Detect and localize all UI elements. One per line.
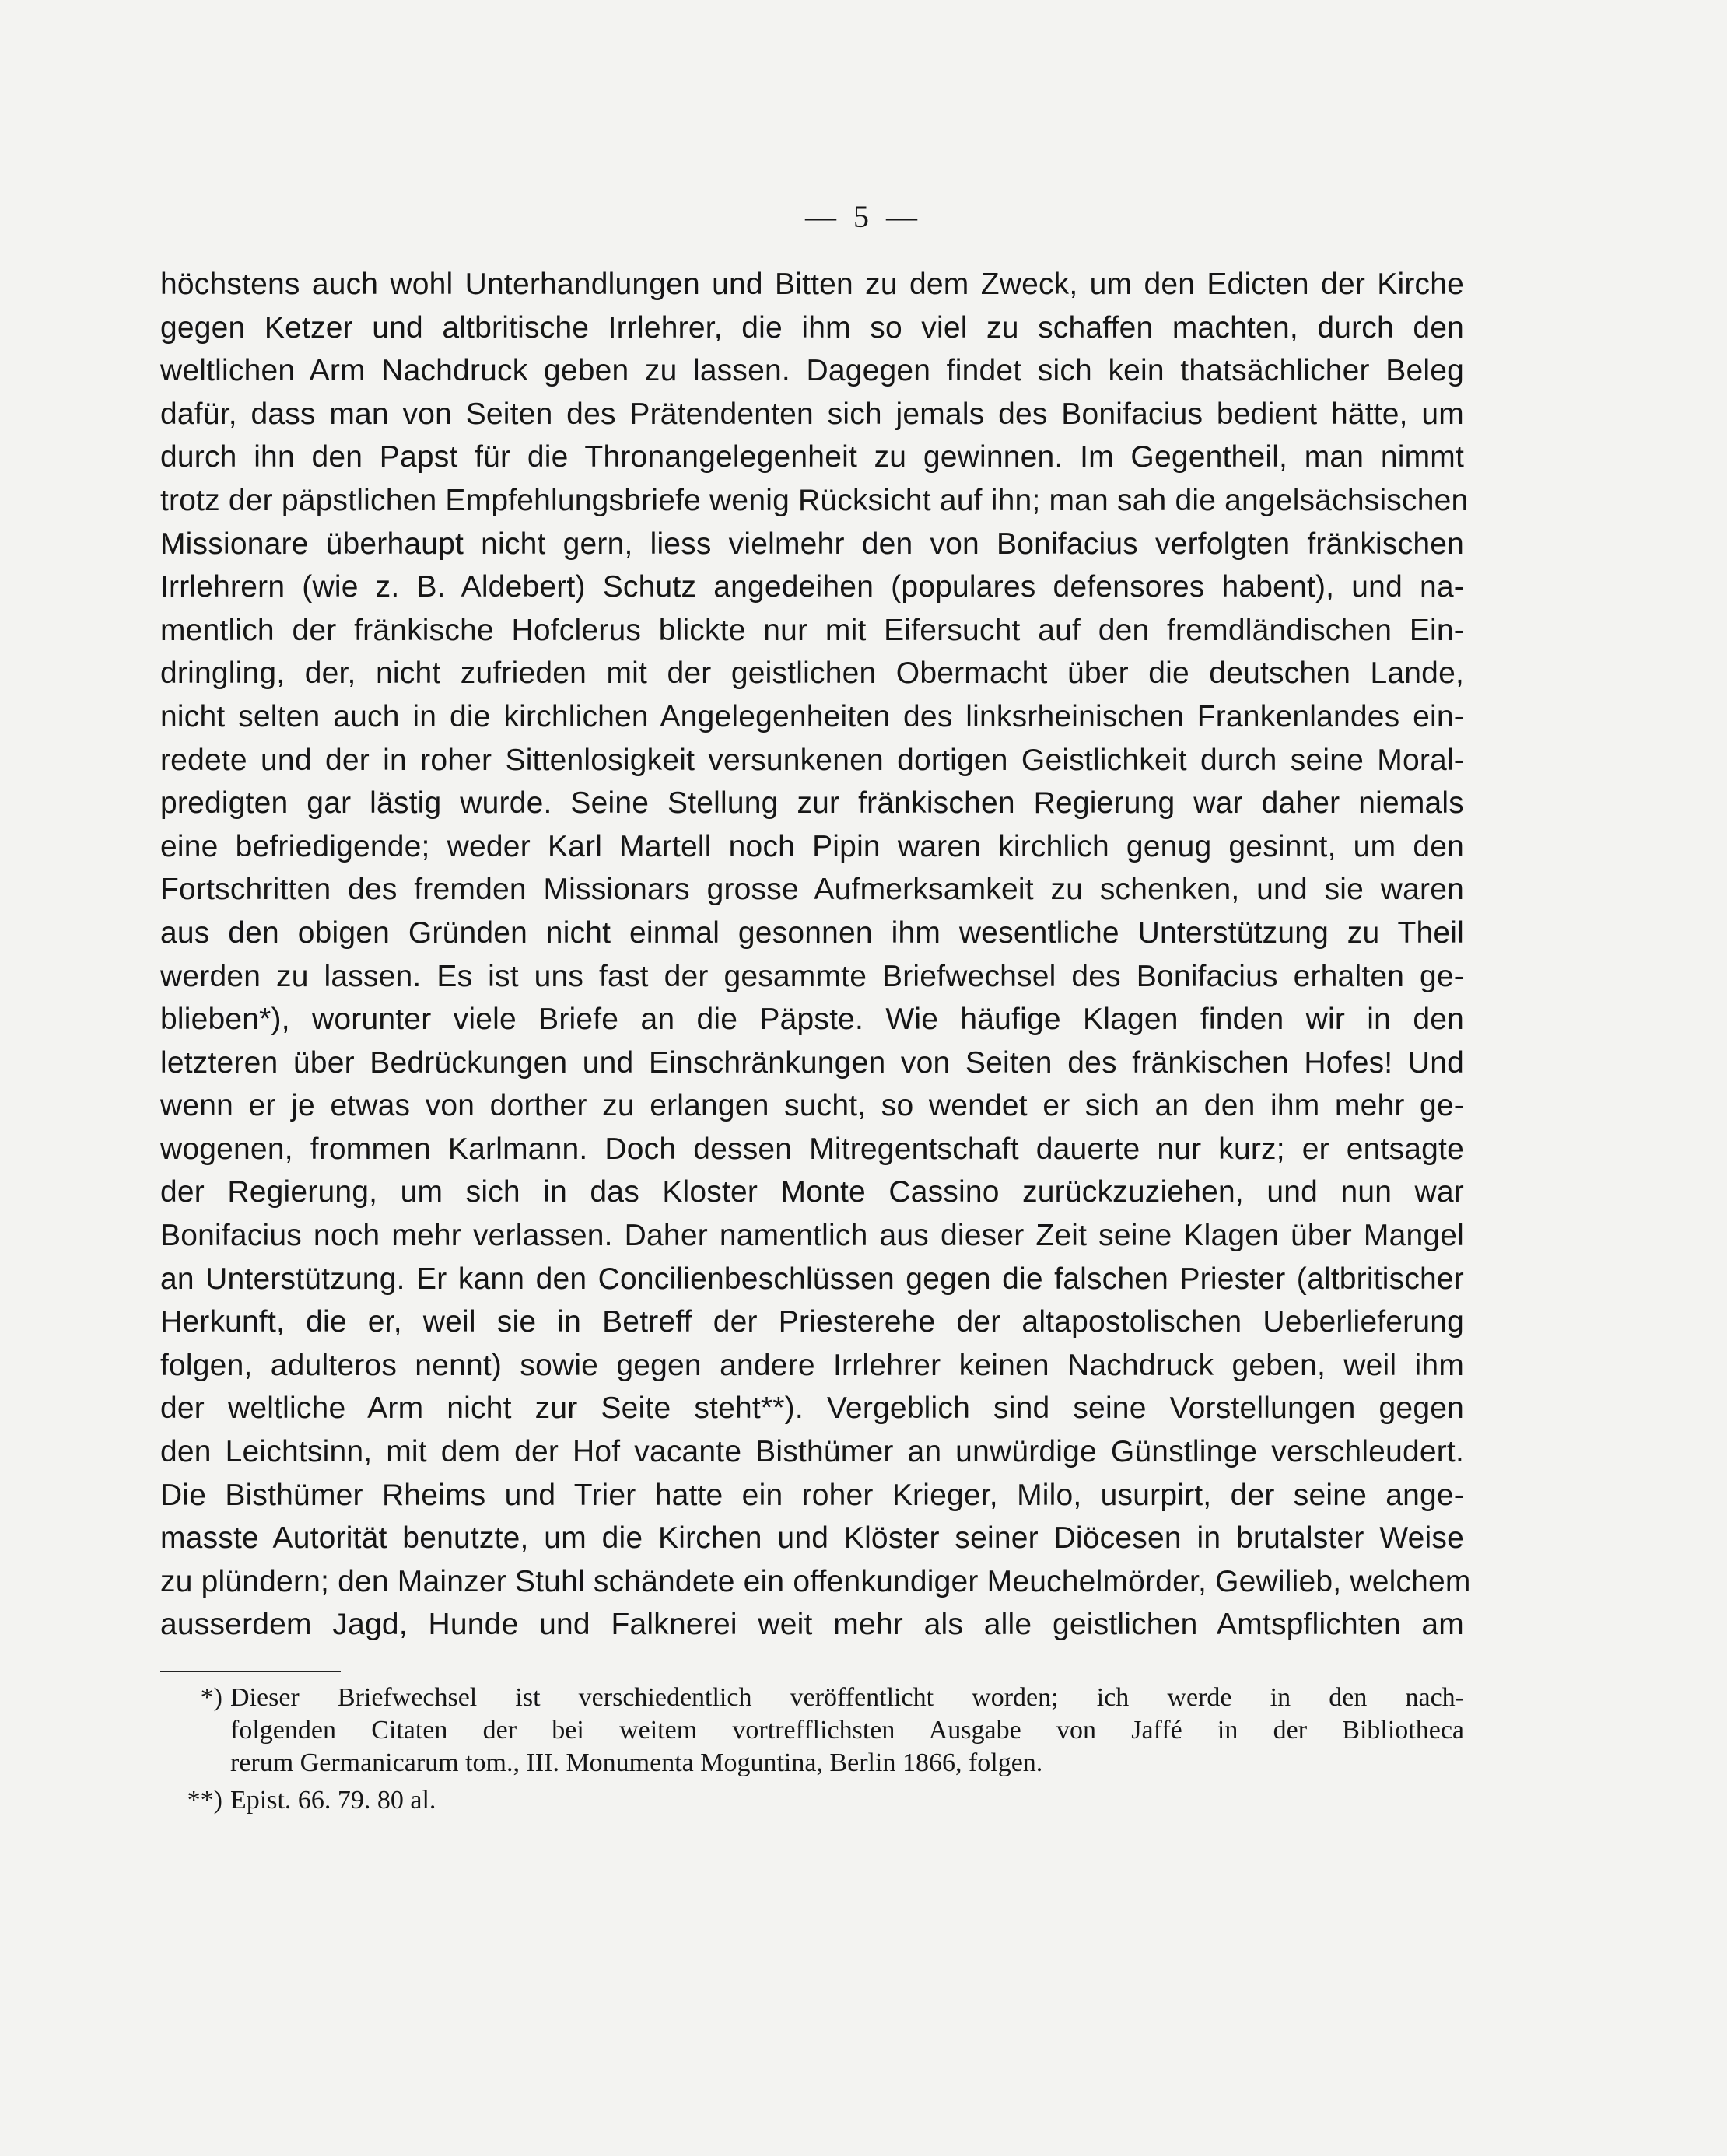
footnote-1 <box>160 1682 1464 1780</box>
body-line: dafür, dass man von Seiten des Prätendenten sich jemals des Bonifacius bedient hätte, um <box>160 397 1464 431</box>
body-line: Missionare überhaupt nicht gern, liess vielmehr den von Bonifacius verfolgten fränkischen <box>160 527 1464 561</box>
body-line: predigten gar lästig wurde. Seine Stellung zur fränkischen Regierung war daher niemals <box>160 786 1464 821</box>
footnote-2 <box>160 1784 1464 1817</box>
body-line: wenn er je etwas von dorther zu erlangen sucht, so wendet er sich an den ihm mehr ge- <box>160 1089 1464 1123</box>
body-line: durch ihn den Papst für die Thronangelegenheit zu gewinnen. Im Gegentheil, man nimmt <box>160 440 1464 474</box>
footnote-line: rerum Germanicarum tom., III. Monumenta Moguntina, Berlin 1866, folgen. <box>230 1748 1043 1777</box>
body-line: der weltliche Arm nicht zur Seite steht**). Vergeblich sind seine Vorstellungen gegen <box>160 1391 1464 1426</box>
body-line: nicht selten auch in die kirchlichen Angelegenheiten des linksrheinischen Frankenlandes ein- <box>160 699 1464 733</box>
body-text <box>160 263 1471 1647</box>
body-line: Die Bisthümer Rheims und Trier hatte ein roher Krieger, Milo, usurpirt, der seine ange- <box>160 1478 1464 1512</box>
body-line: der Regierung, um sich in das Kloster Monte Cassino zurückzuziehen, und nun war <box>160 1175 1464 1209</box>
body-line: wogenen, frommen Karlmann. Doch dessen Mitregentschaft dauerte nur kurz; er entsagte <box>160 1132 1464 1166</box>
body-line: aus den obigen Gründen nicht einmal gesonnen ihm wesentliche Unterstützung zu Theil <box>160 915 1464 950</box>
body-line: gegen Ketzer und altbritische Irrlehrer, die ihm so viel zu schaffen machten, durch den <box>160 310 1464 345</box>
footnote-rule <box>160 1671 341 1672</box>
body-line: weltlichen Arm Nachdruck geben zu lassen. Dagegen findet sich kein thatsächlicher Beleg <box>160 354 1464 388</box>
body-line: höchstens auch wohl Unterhandlungen und Bitten zu dem Zweck, um den Edicten der Kirche <box>160 268 1464 301</box>
footnote-line: Dieser Briefwechsel ist verschiedentlich veröffentlicht worden; ich werde in den nach- <box>230 1683 1464 1712</box>
body-line: werden zu lassen. Es ist uns fast der gesammte Briefwechsel des Bonifacius erhalten ge- <box>160 959 1464 993</box>
body-line: trotz der päpstlichen Empfehlungsbriefe wenig Rücksicht auf ihn; man sah die angelsächsischen <box>160 483 1469 517</box>
body-line: letzteren über Bedrückungen und Einschränkungen von Seiten des fränkischen Hofes! Und <box>160 1045 1464 1080</box>
body-line: redete und der in roher Sittenlosigkeit versunkenen dortigen Geistlichkeit durch seine Moral- <box>160 743 1464 777</box>
body-line: Irrlehrern (wie z. B. Aldebert) Schutz angedeihen (populares defensores habent), und na- <box>160 570 1464 604</box>
body-line: den Leichtsinn, mit dem der Hof vacante Bisthümer an unwürdige Günstlinge verschleudert. <box>160 1435 1464 1469</box>
body-line: zu plündern; den Mainzer Stuhl schändete ein offenkundiger Meuchelmörder, Gewilieb, welchem <box>160 1564 1471 1598</box>
footnote-line: Epist. 66. 79. 80 al. <box>230 1786 436 1815</box>
page-number: — 5 — <box>805 199 922 234</box>
body-line: masste Autorität benutzte, um die Kirchen und Klöster seiner Diöcesen in brutalster Weise <box>160 1521 1464 1556</box>
body-line: dringling, der, nicht zufrieden mit der geistlichen Obermacht über die deutschen Lande, <box>160 656 1464 691</box>
body-line: folgen, adulteros nennt) sowie gegen andere Irrlehrer keinen Nachdruck geben, weil ihm <box>160 1348 1464 1382</box>
body-line: mentlich der fränkische Hofclerus blickte nur mit Eifersucht auf den fremdländischen Ein- <box>160 613 1464 647</box>
body-line: an Unterstützung. Er kann den Concilienbeschlüssen gegen die falschen Priester (altbritischer <box>160 1262 1464 1296</box>
body-line: Bonifacius noch mehr verlassen. Daher namentlich aus dieser Zeit seine Klagen über Mangel <box>160 1219 1464 1253</box>
footnote-line: folgenden Citaten der bei weitem vortrefflichsten Ausgabe von Jaffé in der Bibliotheca <box>230 1716 1464 1745</box>
footnote-marker: *) <box>200 1683 222 1712</box>
body-line: blieben*), worunter viele Briefe an die Päpste. Wie häufige Klagen finden wir in den <box>160 1003 1464 1037</box>
footnotes <box>160 1682 1464 1817</box>
body-line: ausserdem Jagd, Hunde und Falknerei weit mehr als alle geistlichen Amtspflichten am <box>160 1608 1464 1642</box>
body-line: Fortschritten des fremden Missionars grosse Aufmerksamkeit zu schenken, und sie waren <box>160 873 1464 907</box>
body-line: Herkunft, die er, weil sie in Betreff der Priesterehe der altapostolischen Ueberlieferung <box>160 1305 1464 1339</box>
body-line: eine befriedigende; weder Karl Martell noch Pipin waren kirchlich genug gesinnt, um den <box>160 829 1464 863</box>
footnote-marker: **) <box>187 1786 222 1815</box>
